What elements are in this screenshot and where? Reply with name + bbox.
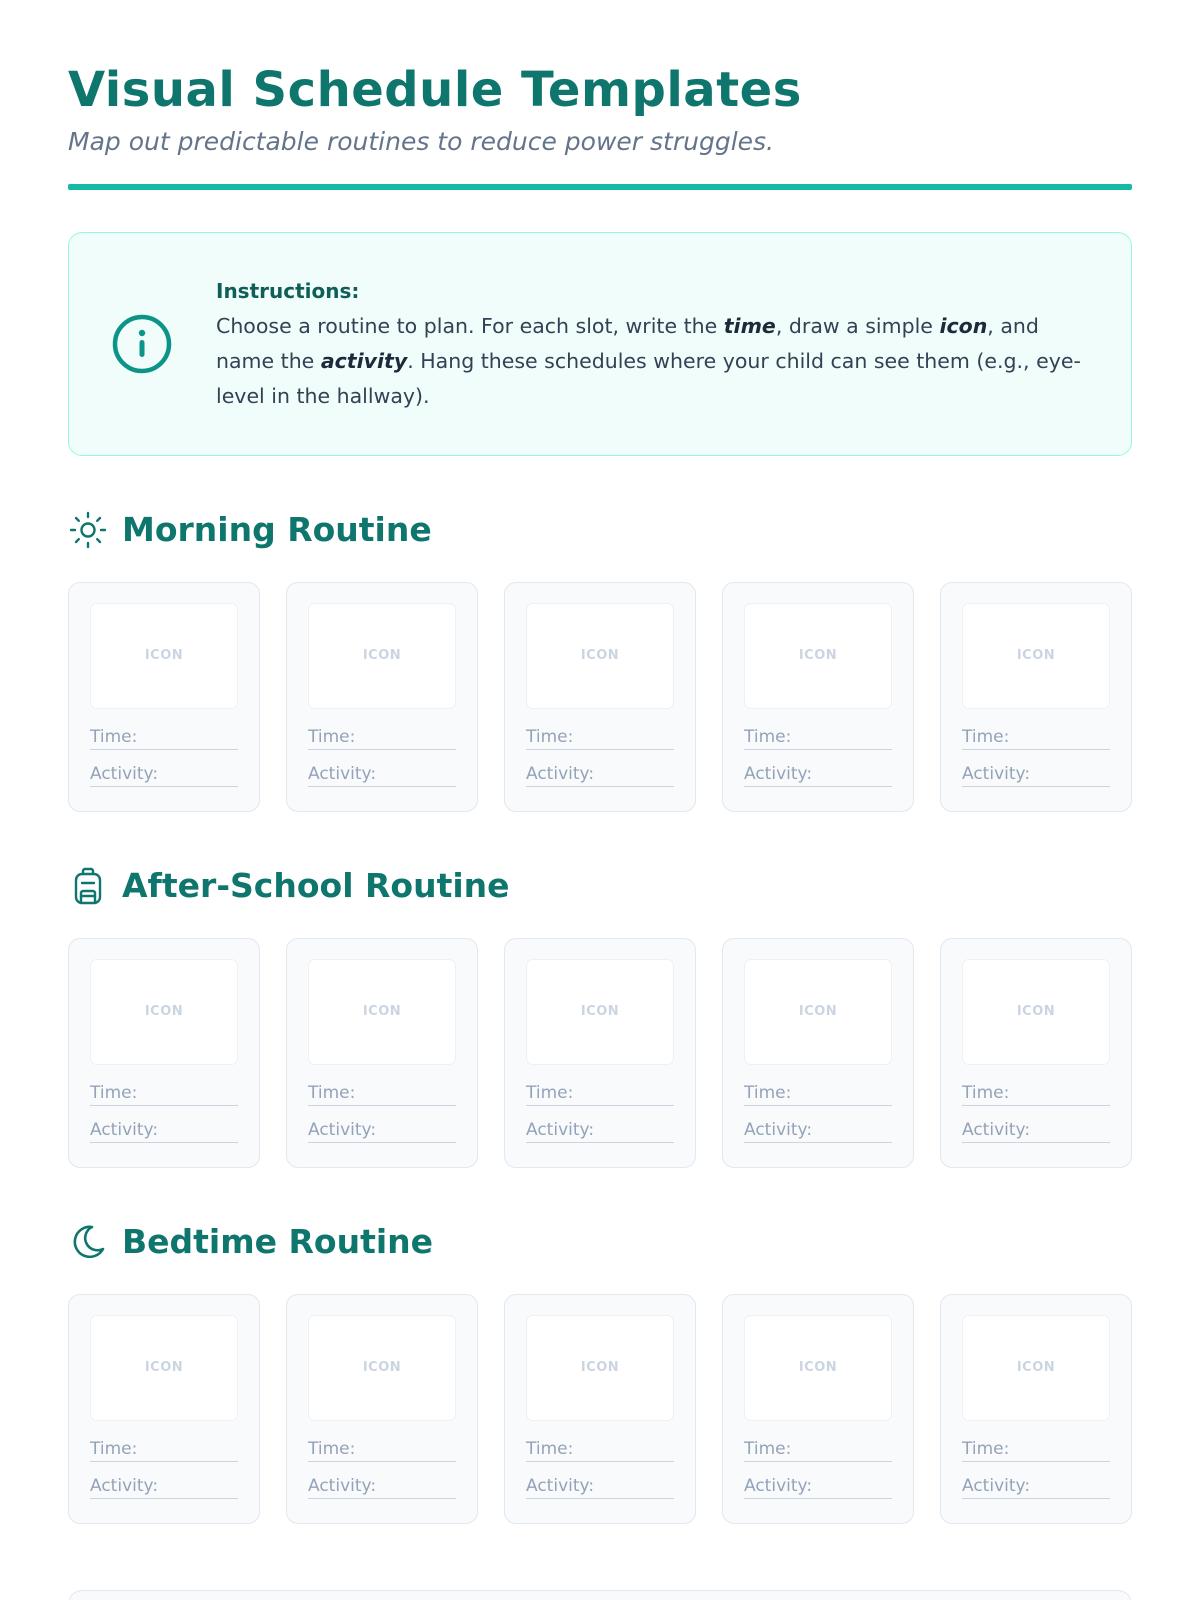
icon-placeholder[interactable]: ICON [962,1315,1110,1421]
icon-placeholder[interactable]: ICON [308,959,456,1065]
header-divider [68,184,1132,190]
time-field[interactable]: Time: [526,1079,674,1106]
section-title: Morning Routine [122,510,432,550]
time-field[interactable]: Time: [744,1079,892,1106]
section-heading [68,508,1132,552]
activity-field[interactable]: Activity: [962,760,1110,787]
schedule-card [286,1294,478,1524]
icon-placeholder[interactable]: ICON [308,1315,456,1421]
section-heading [68,1220,1132,1264]
icon-placeholder[interactable]: ICON [308,603,456,709]
icon-placeholder[interactable]: ICON [744,603,892,709]
schedule-card [722,1294,914,1524]
instructions-text-4: . Hang these schedules where your child can see them (e.g., eye-level in the hallway). [216,348,1081,408]
schedule-card [722,582,914,812]
activity-field[interactable]: Activity: [526,1116,674,1143]
instructions-text-3: , and name the [216,313,1039,373]
activity-field[interactable]: Activity: [308,1116,456,1143]
card-row [68,582,1132,812]
section-title: Bedtime Routine [122,1222,434,1262]
schedule-card [722,938,914,1168]
icon-placeholder[interactable]: ICON [90,603,238,709]
card-row [68,938,1132,1168]
instructions-heading: Instructions: [216,278,360,303]
instructions-text-2: , draw a simple [775,313,940,338]
activity-field[interactable]: Activity: [744,760,892,787]
time-field[interactable]: Time: [962,723,1110,750]
icon-placeholder[interactable]: ICON [526,603,674,709]
time-field[interactable]: Time: [90,1435,238,1462]
time-field[interactable]: Time: [308,1079,456,1106]
moon-icon [68,1222,108,1262]
instructions-em-time: time [723,313,776,338]
section-after-school-routine [68,864,1132,1168]
icon-placeholder[interactable]: ICON [526,1315,674,1421]
time-field[interactable]: Time: [744,1435,892,1462]
time-field[interactable]: Time: [90,723,238,750]
backpack-icon [68,866,108,906]
time-field[interactable]: Time: [744,723,892,750]
activity-field[interactable]: Activity: [308,1472,456,1499]
page-header [68,0,1132,190]
schedule-card [940,938,1132,1168]
sun-icon [68,510,108,550]
schedule-card [940,1294,1132,1524]
activity-field[interactable]: Activity: [90,760,238,787]
card-row [68,1294,1132,1524]
section-morning-routine [68,508,1132,812]
icon-placeholder[interactable]: ICON [744,1315,892,1421]
icon-placeholder[interactable]: ICON [962,603,1110,709]
activity-field[interactable]: Activity: [526,1472,674,1499]
section-title: After-School Routine [122,866,510,906]
schedule-card [504,1294,696,1524]
activity-field[interactable]: Activity: [90,1116,238,1143]
activity-field[interactable]: Activity: [962,1472,1110,1499]
instructions-text [216,274,1091,414]
icon-placeholder[interactable]: ICON [90,1315,238,1421]
time-field[interactable]: Time: [90,1079,238,1106]
schedule-card [286,582,478,812]
activity-field[interactable]: Activity: [526,760,674,787]
time-field[interactable]: Time: [526,723,674,750]
next-section-panel [68,1590,1132,1600]
time-field[interactable]: Time: [962,1079,1110,1106]
page-subtitle: Map out predictable routines to reduce power struggles. [68,126,775,156]
icon-placeholder[interactable]: ICON [526,959,674,1065]
page-title: Visual Schedule Templates [68,62,802,118]
schedule-card [940,582,1132,812]
icon-placeholder[interactable]: ICON [962,959,1110,1065]
instructions-text-1: Choose a routine to plan. For each slot, write the [216,313,724,338]
instructions-em-icon: icon [939,313,988,338]
activity-field[interactable]: Activity: [308,760,456,787]
section-bedtime-routine [68,1220,1132,1524]
activity-field[interactable]: Activity: [744,1116,892,1143]
instructions-em-activity: activity [320,348,408,373]
time-field[interactable]: Time: [308,1435,456,1462]
instructions-panel [68,232,1132,456]
section-heading [68,864,1132,908]
activity-field[interactable]: Activity: [962,1116,1110,1143]
instructions-body [216,309,1091,414]
schedule-card [68,1294,260,1524]
info-icon [111,313,173,375]
schedule-card [504,582,696,812]
activity-field[interactable]: Activity: [90,1472,238,1499]
schedule-card [68,582,260,812]
activity-field[interactable]: Activity: [744,1472,892,1499]
icon-placeholder[interactable]: ICON [744,959,892,1065]
time-field[interactable]: Time: [308,723,456,750]
schedule-card [286,938,478,1168]
time-field[interactable]: Time: [962,1435,1110,1462]
time-field[interactable]: Time: [526,1435,674,1462]
schedule-card [504,938,696,1168]
schedule-card [68,938,260,1168]
icon-placeholder[interactable]: ICON [90,959,238,1065]
